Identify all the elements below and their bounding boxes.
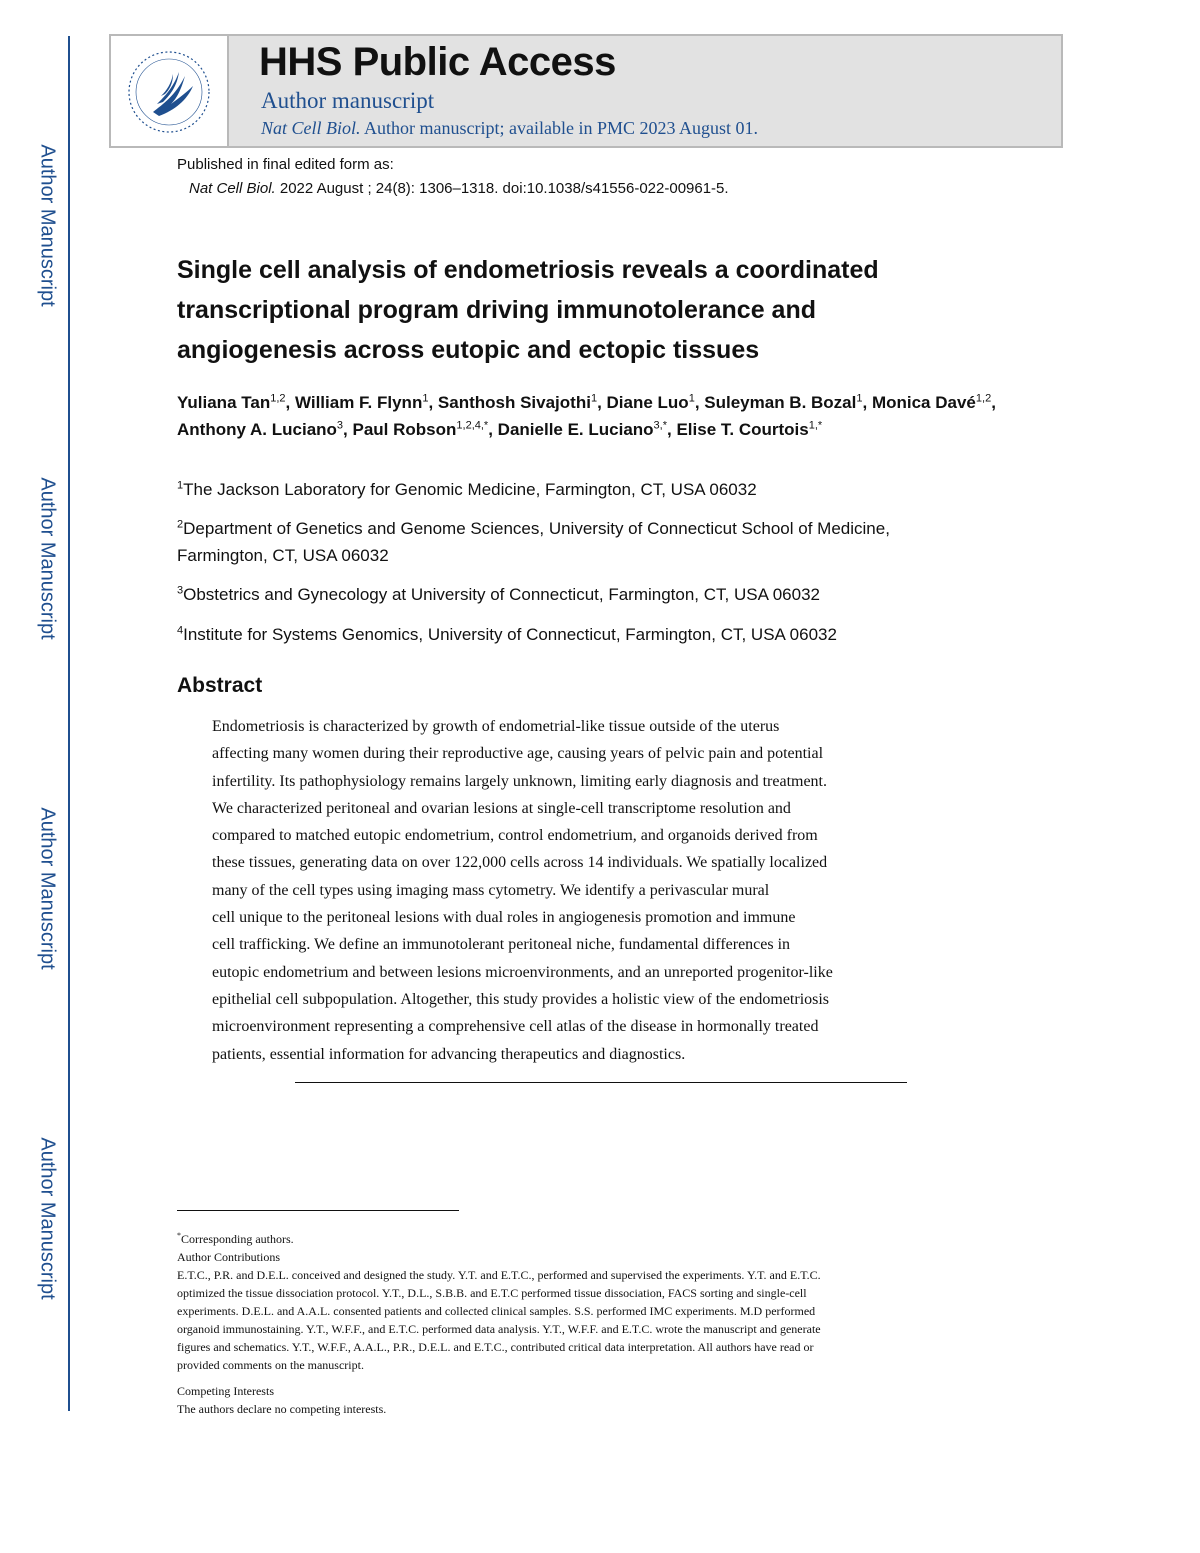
author-name: Danielle E. Luciano (497, 420, 654, 439)
author-affiliation-marker: 1 (688, 392, 695, 405)
contributions-line: organoid immunostaining. Y.T., W.F.F., and E.T.C. performed data analysis. Y.T., W.F.F. and E.T.C. wrote the manuscript and generate (177, 1322, 821, 1336)
contributions-line: figures and schematics. Y.T., W.F.F., A.A.L., P.R., D.E.L. and E.T.C., contributed critical data interpretation. All authors have read or (177, 1340, 814, 1354)
article-title: Single cell analysis of endometriosis reveals a coordinated transcriptional program driving immunotolerance and angiogenesis across eutopic and ectopic tissues (177, 256, 879, 364)
hhs-logo (111, 36, 229, 146)
side-label-1: Author Manuscript (36, 143, 59, 307)
abstract-line: eutopic endometrium and between lesions microenvironments, and an unreported progenitor-like (212, 963, 833, 981)
abstract-heading: Abstract (177, 674, 263, 697)
abstract-line: epithelial cell subpopulation. Altogether, this study provides a holistic view of the endometriosis (212, 990, 830, 1008)
author-name: Paul Robson (352, 420, 457, 439)
author-affiliation-marker: 1,2 (270, 392, 286, 405)
affiliation-4: $^4$Institute for Systems Genomics, University of Connecticut, Farmington, CT, USA 06032 (177, 624, 837, 644)
author-name: Suleyman B. Bozal (704, 393, 857, 412)
banner-availability: Nat Cell Biol. Author manuscript; available in PMC 2023 August 01. (261, 118, 758, 138)
abstract-line: cell unique to the peritoneal lesions with dual roles in angiogenesis promotion and immune (212, 909, 796, 927)
contributions-line: optimized the tissue dissociation protocol. Y.T., D.L., S.B.B. and E.T.C performed tissue dissociation, FACS sorting and single-cell (177, 1286, 807, 1300)
abstract-line: infertility. Its pathophysiology remains largely unknown, limiting early diagnosis and treatment. (212, 772, 827, 790)
abstract-divider (295, 1082, 907, 1083)
author-name: Santhosh Sivajothi (437, 393, 591, 412)
affiliation-2: $^2$Department of Genetics and Genome Sciences, University of Connecticut School of Medicine, Farmington, CT, USA 06032 (177, 518, 890, 565)
published-intro: Published in final edited form as: (177, 156, 394, 173)
corresponding-note: *Corresponding authors. (177, 1231, 294, 1246)
side-margin-rule (68, 36, 70, 1411)
author-affiliation-marker: 1,* (808, 419, 823, 432)
author-affiliation-marker: 1,2,4,* (456, 419, 489, 432)
author-list: Yuliana Tan$^{1,2}$, William F. Flynn$^1$, Santhosh Sivajothi$^1$, Diane Luo$^1$, Suleyman B. Bozal$^1$, Monica Davé$^{1,2}$, Anthony A. Luciano$^3$, Paul Robson$^{1,2,4,*}$, Danielle E. Luciano$^{3,*}$, Elise T. Courtois$^{1,*}$ (177, 392, 996, 439)
abstract-line: Endometriosis is characterized by growth of endometrial-like tissue outside of the uterus (212, 718, 780, 735)
abstract-line: patients, essential information for advancing therapeutics and diagnostics. (212, 1045, 686, 1063)
published-citation: Nat Cell Biol. 2022 August ; 24(8): 1306–1318. doi:10.1038/s41556-022-00961-5. (189, 180, 729, 197)
author-name: Yuliana Tan (177, 393, 271, 412)
author-name: Diane Luo (606, 393, 689, 412)
author-name: William F. Flynn (294, 393, 423, 412)
affiliation-1: $^1$The Jackson Laboratory for Genomic Medicine, Farmington, CT, USA 06032 (177, 479, 757, 499)
banner-title: HHS Public Access (259, 40, 616, 84)
contributions-line: E.T.C., P.R. and D.E.L. conceived and designed the study. Y.T. and E.T.C., performed and supervised the experiments. Y.T. and E.T.C. (177, 1268, 821, 1282)
abstract-body (212, 713, 1032, 1068)
author-name: Anthony A. Luciano (177, 420, 337, 439)
contributions-line: experiments. D.E.L. and A.A.L. consented patients and collected clinical samples. S.S. performed IMC experiments. M.D performed (177, 1304, 816, 1318)
contributions-line: provided comments on the manuscript. (177, 1358, 364, 1372)
hhs-banner (109, 34, 1063, 148)
abstract-line: We characterized peritoneal and ovarian lesions at single-cell transcriptome resolution and (212, 799, 791, 817)
author-affiliation-marker: 1,2 (975, 392, 992, 405)
banner-subtitle: Author manuscript (261, 88, 435, 113)
hhs-eagle-icon (123, 46, 215, 138)
author-affiliation-marker: 3 (336, 419, 344, 432)
abstract-line: affecting many women during their reproductive age, causing years of pelvic pain and potential (212, 745, 824, 763)
side-label-2: Author Manuscript (36, 476, 59, 640)
abstract-line: many of the cell types using imaging mass cytometry. We identify a perivascular mural (212, 881, 770, 899)
author-affiliation-marker: 1 (422, 392, 429, 405)
author-affiliation-marker: 1 (856, 392, 863, 405)
author-affiliation-marker: 1 (590, 392, 598, 405)
author-affiliation-marker: 3,* (653, 419, 668, 432)
author-name: Elise T. Courtois (676, 420, 809, 439)
abstract-line: these tissues, generating data on over 122,000 cells across 14 individuals. We spatially localized (212, 854, 828, 872)
footnotes (177, 1227, 1027, 1418)
competing-text: The authors declare no competing interests. (177, 1402, 387, 1416)
abstract-line: cell trafficking. We define an immunotolerant peritoneal niche, fundamental differences in (212, 936, 791, 954)
side-label-3: Author Manuscript (36, 806, 59, 970)
competing-heading: Competing Interests (177, 1384, 274, 1398)
footnote-divider (177, 1210, 459, 1211)
affiliation-3: $^3$Obstetrics and Gynecology at University of Connecticut, Farmington, CT, USA 06032 (177, 584, 820, 604)
author-name: Monica Davé (871, 393, 976, 412)
contributions-heading: Author Contributions (177, 1250, 281, 1264)
side-label-4: Author Manuscript (36, 1136, 59, 1300)
abstract-line: compared to matched eutopic endometrium, control endometrium, and organoids derived from (212, 827, 818, 845)
contributions-text (177, 1266, 1027, 1374)
abstract-line: microenvironment representing a comprehensive cell atlas of the disease in hormonally treated (212, 1018, 819, 1036)
